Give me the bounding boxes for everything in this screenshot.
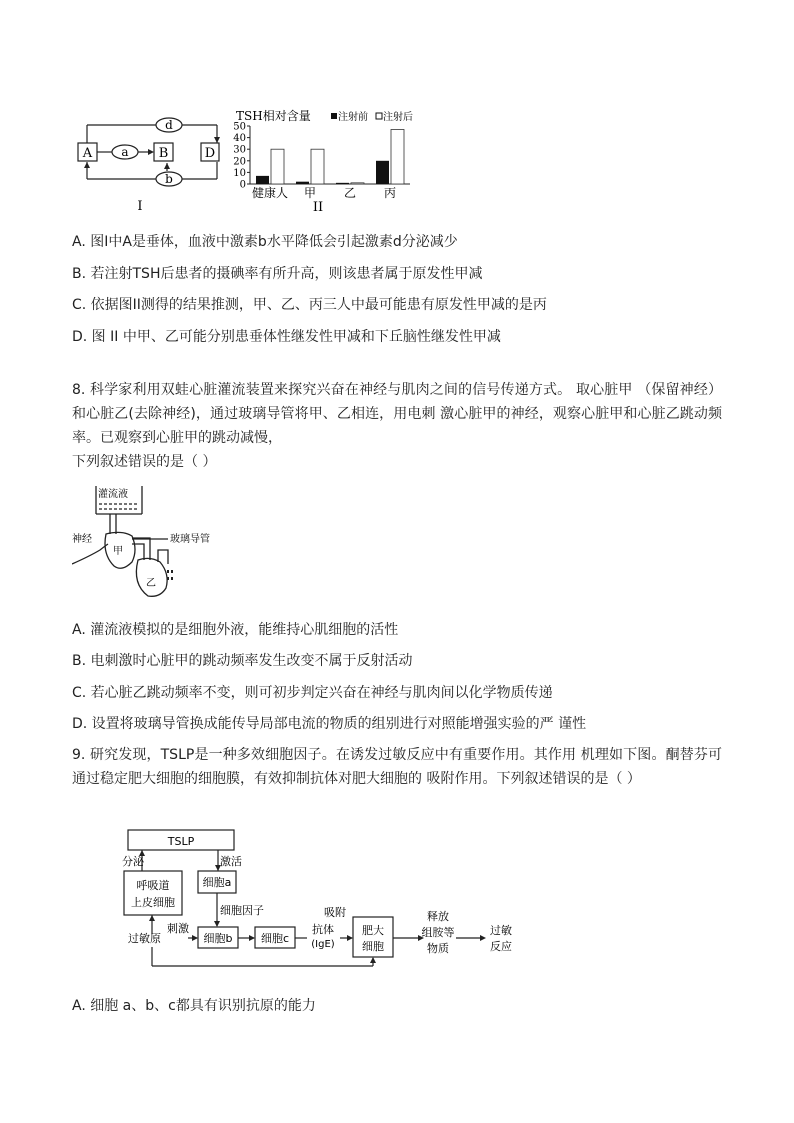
allergen-label: 过敏原 — [128, 932, 161, 945]
y-tick-label: 50 — [233, 121, 246, 133]
chart-title: TSH相对含量 — [236, 109, 311, 123]
release-label-2: 组胺等 — [421, 926, 455, 939]
cell-c-label: 细胞c — [260, 932, 290, 945]
legend-before-label: 注射前 — [338, 112, 368, 123]
category-label: 甲 — [303, 186, 317, 200]
box-d-label: D — [204, 146, 216, 161]
category-label: 乙 — [343, 186, 357, 200]
epithelium-label-2: 上皮细胞 — [131, 896, 175, 909]
q7-option-b: B. 若注射TSH后患者的摄碘率有所升高，则该患者属于原发性甲减 — [72, 266, 483, 282]
figure-i-diagram — [70, 112, 230, 212]
mast-label-1: 肥大 — [362, 924, 384, 937]
secrete-label: 分泌 — [122, 855, 144, 868]
reaction-label-2: 反应 — [490, 940, 512, 953]
stimulate-label: 刺激 — [167, 922, 189, 935]
release-label-1: 释放 — [427, 910, 449, 923]
bar-before — [336, 183, 349, 184]
y-tick-label: 30 — [233, 144, 246, 156]
y-tick-label: 10 — [233, 167, 246, 179]
legend-swatch-after — [376, 113, 382, 119]
bar-before — [256, 176, 269, 184]
antibody-label-2: (IgE) — [311, 939, 335, 950]
cytokine-label: 细胞因子 — [220, 904, 264, 917]
adsorb-label: 吸附 — [324, 906, 346, 919]
q7-option-a: A. 图I中A是垂体，血液中激素b水平降低会引起激素d分泌减少 — [72, 234, 458, 250]
q8-option-d: D. 设置将玻璃导管换成能传导局部电流的物质的组别进行对照能增强实验的严 谨性 — [72, 716, 587, 732]
oval-a-label: a — [121, 145, 129, 159]
bar-before — [376, 161, 389, 184]
q8-stem-question: 下列叙述错误的是（ ） — [72, 454, 217, 470]
release-label-3: 物质 — [427, 942, 449, 955]
q8-option-c: C. 若心脏乙跳动频率不变，则可初步判定兴奋在神经与肌肉间以化学物质传递 — [72, 685, 553, 701]
q8-option-b: B. 电刺激时心脏甲的跳动频率发生改变不属于反射活动 — [72, 653, 413, 669]
figure-i-label: I — [137, 199, 143, 212]
tslp-label: TSLP — [167, 835, 195, 848]
q8-option-a: A. 灌流液模拟的是细胞外液，能维持心肌细胞的活性 — [72, 622, 399, 638]
reaction-label-1: 过敏 — [490, 924, 512, 937]
glass-tube-label: 玻璃导管 — [170, 534, 210, 545]
bar-before — [296, 182, 309, 184]
bar-after — [311, 149, 324, 184]
antibody-label-1: 抗体 — [312, 923, 334, 936]
nerve-label: 神经 — [72, 534, 92, 545]
q8-heart-perfusion-figure — [72, 484, 222, 602]
q9-tslp-mechanism-figure — [120, 826, 560, 976]
epithelium-label-1: 呼吸道 — [136, 879, 170, 892]
y-tick-label: 0 — [239, 179, 246, 191]
legend-after-label: 注射后 — [383, 112, 413, 123]
legend-swatch-before — [331, 113, 337, 119]
q7-option-c: C. 依据图II测得的结果推测，甲、乙、丙三人中最可能患有原发性甲减的是丙 — [72, 297, 547, 313]
oval-d-label: d — [165, 118, 173, 132]
q8-stem: 8. 科学家利用双蛙心脏灌流装置来探究兴奋在神经与肌肉之间的信号传递方式。 取心脏甲 （保留神经）和心脏乙(去除神经)，通过玻璃导管将甲、乙相连，用电刺 激心脏甲的神经，观察心脏甲和心脏乙跳动频率。已观察到心脏甲的跳动减慢， — [72, 382, 722, 446]
category-label: 丙 — [383, 186, 397, 200]
mast-label-2: 细胞 — [362, 940, 384, 953]
box-a-label: A — [82, 146, 93, 161]
q9-stem: 9. 研究发现，TSLP是一种多效细胞因子。在诱发过敏反应中有重要作用。其作用 机理如下图。酮替芬可通过稳定肥大细胞的细胞膜，有效抑制抗体对肥大细胞的 吸附作用。下列叙述错误的是（ ） — [72, 747, 722, 787]
box-b-label: B — [158, 146, 169, 161]
category-label: 健康人 — [251, 186, 289, 200]
y-tick-label: 40 — [233, 133, 246, 145]
cell-b-label: 细胞b — [203, 932, 233, 945]
bar-after — [351, 183, 364, 184]
figure-ii-label: II — [312, 200, 324, 214]
heart-jia-label: 甲 — [113, 546, 123, 557]
y-tick-label: 20 — [233, 156, 246, 168]
figure-ii-chart — [228, 106, 428, 214]
q7-option-d: D. 图 II 中甲、乙可能分别患垂体性继发性甲减和下丘脑性继发性甲减 — [72, 329, 501, 345]
heart-yi-label: 乙 — [146, 578, 156, 589]
cell-a-label: 细胞a — [202, 876, 232, 889]
oval-b-label: b — [165, 172, 173, 186]
perfusion-label: 灌流液 — [98, 489, 128, 500]
activate-label: 激活 — [220, 855, 242, 868]
bar-after — [391, 129, 404, 184]
q9-option-a: A. 细胞 a、b、c都具有识别抗原的能力 — [72, 998, 316, 1014]
bar-after — [271, 149, 284, 184]
